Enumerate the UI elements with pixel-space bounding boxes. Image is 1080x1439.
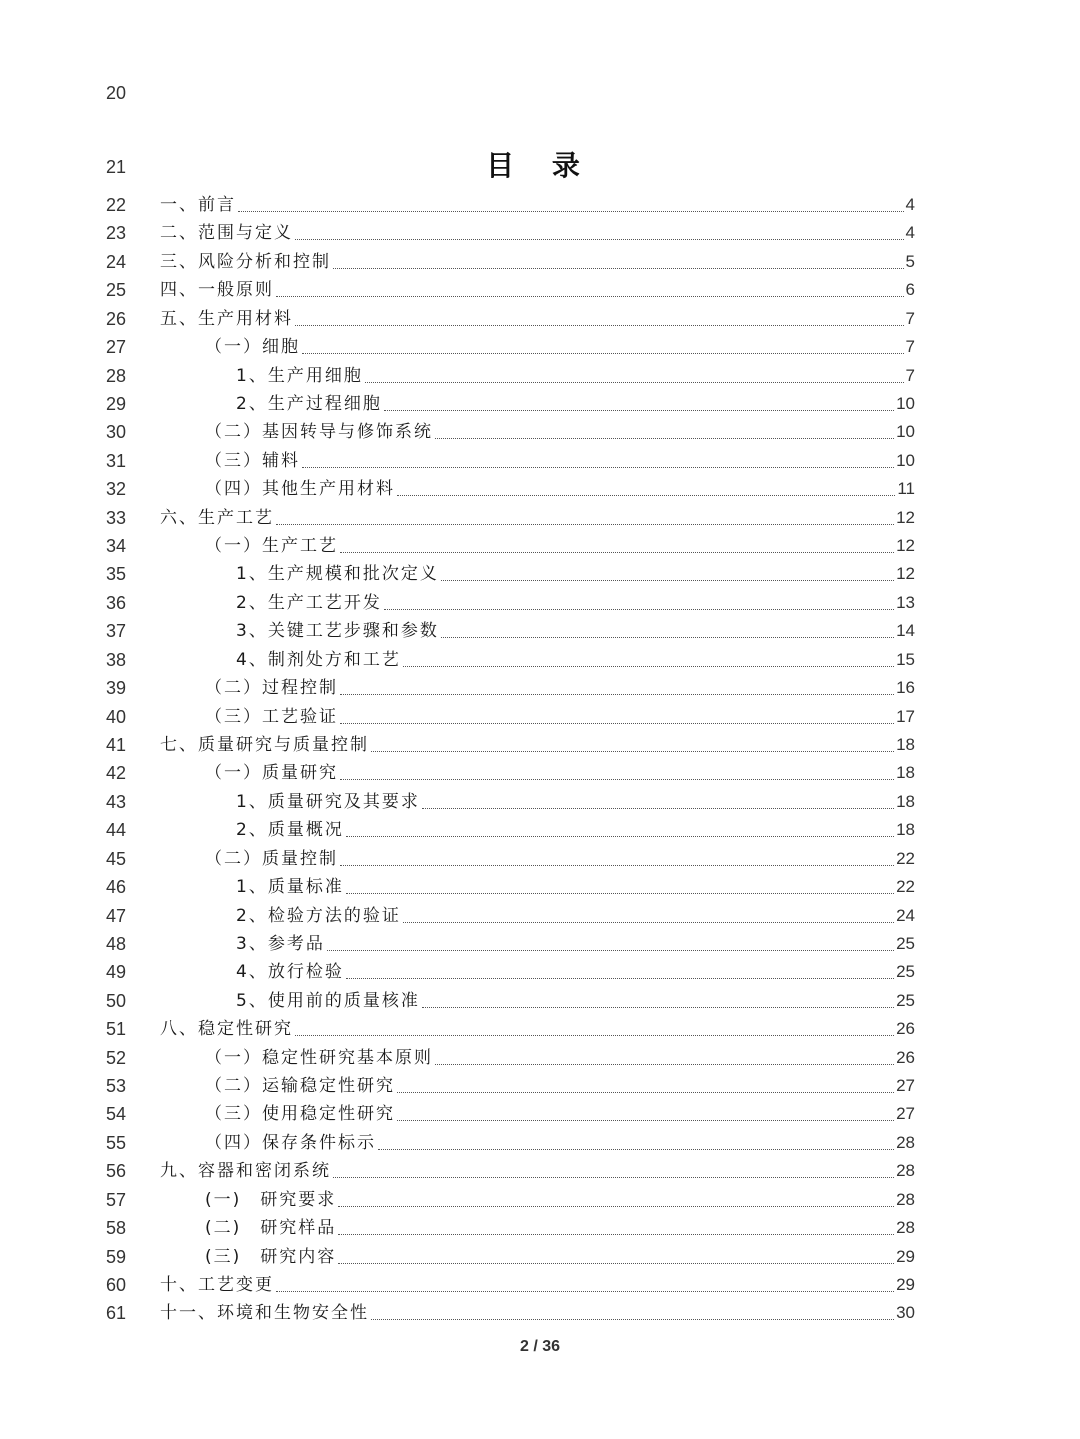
- toc-entry-title: 1、质量标准: [236, 877, 344, 898]
- toc-entry[interactable]: [160, 193, 915, 217]
- dot-leader: [371, 750, 894, 752]
- dot-leader: [238, 210, 904, 212]
- line-number: 37: [105, 621, 127, 642]
- toc-entry[interactable]: [205, 477, 915, 501]
- dot-leader: [295, 324, 904, 326]
- line-number: 30: [105, 422, 127, 443]
- toc-entry[interactable]: [205, 676, 915, 700]
- line-number: 26: [105, 308, 127, 329]
- line-number: 25: [105, 280, 127, 301]
- dot-leader: [340, 693, 894, 695]
- toc-entry-title: 七、质量研究与质量控制: [160, 734, 369, 755]
- toc-entry-page: 26: [896, 1047, 915, 1067]
- line-number: 23: [105, 223, 127, 244]
- dot-leader: [276, 295, 904, 297]
- toc-entry-title: （三）辅料: [205, 450, 300, 471]
- line-number: 58: [105, 1218, 127, 1239]
- line-number: 38: [105, 649, 127, 670]
- toc-entry-title: 三、风险分析和控制: [160, 251, 331, 272]
- toc-entry-page: 11: [897, 479, 915, 499]
- line-number: 54: [105, 1104, 127, 1125]
- toc-entry-page: 27: [896, 1104, 915, 1124]
- toc-entry-title: 十、工艺变更: [160, 1274, 274, 1295]
- dot-leader: [340, 722, 894, 724]
- dot-leader: [397, 1091, 894, 1093]
- toc-entry-title: (一) 研究要求: [205, 1189, 337, 1210]
- toc-entry-page: 12: [896, 564, 915, 584]
- toc-entry-title: (三) 研究内容: [205, 1246, 337, 1267]
- toc-entry-page: 24: [896, 905, 915, 925]
- toc-entry-page: 10: [896, 450, 915, 470]
- toc-entry[interactable]: [236, 648, 915, 672]
- dot-leader: [397, 494, 895, 496]
- toc-entry[interactable]: [160, 506, 915, 530]
- toc-entry-page: 29: [896, 1246, 915, 1266]
- toc-entry[interactable]: [160, 1017, 915, 1041]
- dot-leader: [422, 807, 894, 809]
- line-number: 53: [105, 1076, 127, 1097]
- toc-entry-page: 5: [905, 251, 915, 271]
- line-number: 36: [105, 592, 127, 613]
- toc-entry[interactable]: [160, 1273, 915, 1297]
- line-number: 52: [105, 1047, 127, 1068]
- toc-entry[interactable]: [236, 591, 915, 615]
- toc-entry[interactable]: [160, 1159, 915, 1183]
- toc-entry-title: 九、容器和密闭系统: [160, 1161, 331, 1182]
- toc-entry[interactable]: [205, 705, 915, 729]
- toc-entry-title: (二) 研究样品: [205, 1218, 337, 1239]
- toc-entry[interactable]: [160, 307, 915, 331]
- toc-entry[interactable]: [205, 449, 915, 473]
- line-number: 35: [105, 564, 127, 585]
- toc-entry-page: 22: [896, 848, 915, 868]
- line-number: 59: [105, 1246, 127, 1267]
- toc-entry-page: 15: [896, 649, 915, 669]
- line-number: 45: [105, 848, 127, 869]
- toc-entry-page: 14: [896, 621, 915, 641]
- toc-entry[interactable]: [236, 818, 915, 842]
- toc-entry-title: 一、前言: [160, 195, 236, 215]
- line-number: 28: [105, 365, 127, 386]
- dot-leader: [340, 778, 894, 780]
- toc-entry-page: 7: [905, 337, 915, 357]
- toc-entry[interactable]: [160, 733, 915, 757]
- line-number: 33: [105, 507, 127, 528]
- toc-entry-page: 7: [905, 308, 915, 328]
- toc-entry-title: 1、质量研究及其要求: [236, 791, 420, 812]
- toc-entry[interactable]: [205, 761, 915, 785]
- line-number: 21: [105, 157, 127, 177]
- line-number: 31: [105, 450, 127, 471]
- dot-leader: [333, 1176, 894, 1178]
- toc-entry[interactable]: [236, 932, 915, 956]
- line-number: 39: [105, 678, 127, 699]
- line-number: 47: [105, 905, 127, 926]
- toc-entry-page: 18: [896, 820, 915, 840]
- toc-entry-title: 十一、环境和生物安全性: [160, 1303, 369, 1324]
- toc-entry-title: （一）生产工艺: [205, 536, 338, 557]
- toc-entry-title: 五、生产用材料: [160, 308, 293, 329]
- toc-entry-page: 25: [896, 990, 915, 1010]
- toc-entry-page: 16: [896, 678, 915, 698]
- toc-entry-title: 四、一般原则: [160, 280, 274, 301]
- toc-entry-title: 二、范围与定义: [160, 223, 293, 244]
- toc-entry-page: 28: [896, 1161, 915, 1181]
- line-number: 46: [105, 877, 127, 898]
- line-number: 27: [105, 337, 127, 358]
- line-number: 22: [105, 195, 127, 215]
- toc-entry-title: 2、检验方法的验证: [236, 905, 401, 926]
- toc-entry-title: 3、参考品: [236, 933, 325, 954]
- toc-entry[interactable]: [205, 1188, 915, 1212]
- toc-entry-title: 2、质量概况: [236, 820, 344, 841]
- toc-entry-title: （一）质量研究: [205, 763, 338, 784]
- line-number: 20: [105, 83, 127, 103]
- line-number: 60: [105, 1274, 127, 1295]
- line-number: 57: [105, 1189, 127, 1210]
- toc-entry[interactable]: [205, 1046, 915, 1070]
- line-number: 48: [105, 933, 127, 954]
- toc-entry[interactable]: [236, 875, 915, 899]
- toc-entry[interactable]: [236, 619, 915, 643]
- dot-leader: [397, 1119, 894, 1121]
- dot-leader: [340, 551, 894, 553]
- toc-entry-title: 2、生产过程细胞: [236, 393, 382, 414]
- toc-entry[interactable]: [205, 1131, 915, 1155]
- dot-leader: [276, 1290, 894, 1292]
- toc-entry[interactable]: [160, 1301, 915, 1325]
- dot-leader: [378, 1148, 894, 1150]
- toc-entry[interactable]: [205, 1216, 915, 1240]
- toc-entry-title: 1、生产用细胞: [236, 365, 363, 386]
- toc-entry-page: 12: [896, 507, 915, 527]
- dot-leader: [422, 1006, 894, 1008]
- line-number: 49: [105, 962, 127, 983]
- line-number: 32: [105, 479, 127, 500]
- line-number: 34: [105, 536, 127, 557]
- dot-leader: [295, 238, 904, 240]
- toc-entry-page: 28: [896, 1189, 915, 1209]
- toc-entry-page: 28: [896, 1218, 915, 1238]
- toc-entry-title: 八、稳定性研究: [160, 1019, 293, 1040]
- toc-entry-page: 29: [896, 1274, 915, 1294]
- toc-entry-title: （四）保存条件标示: [205, 1132, 376, 1153]
- line-number: 43: [105, 791, 127, 812]
- line-number: 50: [105, 990, 127, 1011]
- toc-entry-title: 六、生产工艺: [160, 507, 274, 528]
- toc-entry-page: 10: [896, 422, 915, 442]
- toc-entry-title: （四）其他生产用材料: [205, 479, 395, 500]
- toc-entry[interactable]: [236, 392, 915, 416]
- toc-entry-page: 4: [905, 223, 915, 243]
- toc-entry-page: 17: [896, 706, 915, 726]
- toc-entry[interactable]: [236, 790, 915, 814]
- toc-entry[interactable]: [236, 364, 915, 388]
- dot-leader: [365, 381, 904, 383]
- toc-entry[interactable]: [236, 989, 915, 1013]
- toc-entry-page: 25: [896, 933, 915, 953]
- dot-leader: [435, 1063, 894, 1065]
- toc-entry-page: 22: [896, 877, 915, 897]
- dot-leader: [346, 977, 894, 979]
- dot-leader: [441, 636, 894, 638]
- toc-entry-page: 7: [905, 365, 915, 385]
- toc-entry[interactable]: [160, 250, 915, 274]
- dot-leader: [403, 665, 894, 667]
- dot-leader: [346, 892, 894, 894]
- toc-entry[interactable]: [236, 562, 915, 586]
- toc-entry-title: （三）使用稳定性研究: [205, 1104, 395, 1125]
- dot-leader: [346, 835, 894, 837]
- toc-entry[interactable]: [160, 278, 915, 302]
- toc-entry[interactable]: [205, 534, 915, 558]
- toc-entry-title: （二）基因转导与修饰系统: [205, 422, 433, 443]
- toc-entry-title: 4、制剂处方和工艺: [236, 649, 401, 670]
- line-number: 55: [105, 1132, 127, 1153]
- toc-entry[interactable]: [205, 420, 915, 444]
- toc-entry-title: 1、生产规模和批次定义: [236, 564, 439, 585]
- dot-leader: [295, 1034, 894, 1036]
- toc-entry-page: 26: [896, 1019, 915, 1039]
- line-number: 41: [105, 734, 127, 755]
- dot-leader: [276, 523, 894, 525]
- toc-entry-page: 12: [896, 536, 915, 556]
- dot-leader: [441, 579, 894, 581]
- toc-entry[interactable]: [205, 1074, 915, 1098]
- line-number: 42: [105, 763, 127, 784]
- line-number: 40: [105, 706, 127, 727]
- line-number: 44: [105, 820, 127, 841]
- toc-entry[interactable]: [160, 221, 915, 245]
- toc-entry-page: 28: [896, 1132, 915, 1152]
- line-number: 24: [105, 251, 127, 272]
- dot-leader: [327, 949, 894, 951]
- line-number: 51: [105, 1019, 127, 1040]
- toc-title: 目 录: [486, 149, 594, 182]
- toc-entry[interactable]: [205, 335, 915, 359]
- line-number: 29: [105, 393, 127, 414]
- toc-entry-title: 4、放行检验: [236, 962, 344, 983]
- dot-leader: [302, 466, 894, 468]
- toc-entry[interactable]: [236, 904, 915, 928]
- toc-entry-page: 13: [896, 592, 915, 612]
- toc-entry-page: 30: [896, 1303, 915, 1323]
- toc-entry-title: （一）稳定性研究基本原则: [205, 1047, 433, 1068]
- dot-leader: [338, 1233, 894, 1235]
- toc-entry-title: （二）运输稳定性研究: [205, 1076, 395, 1097]
- toc-entry-page: 25: [896, 962, 915, 982]
- line-number: 56: [105, 1161, 127, 1182]
- toc-entry-title: （二）过程控制: [205, 678, 338, 699]
- toc-entry-title: 2、生产工艺开发: [236, 592, 382, 613]
- dot-leader: [302, 352, 904, 354]
- line-number: 61: [105, 1303, 127, 1324]
- toc-entry[interactable]: [205, 1245, 915, 1269]
- dot-leader: [338, 1205, 894, 1207]
- toc-entry-page: 18: [896, 734, 915, 754]
- toc-entry-page: 27: [896, 1076, 915, 1096]
- dot-leader: [384, 608, 894, 610]
- toc-entry[interactable]: [236, 960, 915, 984]
- toc-entry-page: 6: [905, 280, 915, 300]
- dot-leader: [371, 1318, 894, 1320]
- dot-leader: [403, 921, 894, 923]
- toc-entry-title: （三）工艺验证: [205, 706, 338, 727]
- dot-leader: [384, 409, 894, 411]
- toc-entry-title: （一）细胞: [205, 337, 300, 358]
- dot-leader: [340, 864, 894, 866]
- toc-entry[interactable]: [205, 847, 915, 871]
- dot-leader: [435, 437, 894, 439]
- toc-entry-title: 3、关键工艺步骤和参数: [236, 621, 439, 642]
- toc-entry[interactable]: [205, 1102, 915, 1126]
- toc-entry-title: 5、使用前的质量核准: [236, 990, 420, 1011]
- toc-entry-title: （二）质量控制: [205, 848, 338, 869]
- toc-entry-page: 10: [896, 393, 915, 413]
- page-footer: 2 / 36: [519, 1338, 561, 1355]
- toc-entry-page: 18: [896, 791, 915, 811]
- dot-leader: [333, 267, 904, 269]
- toc-entry-page: 4: [905, 195, 915, 214]
- dot-leader: [338, 1262, 894, 1264]
- toc-entry-page: 18: [896, 763, 915, 783]
